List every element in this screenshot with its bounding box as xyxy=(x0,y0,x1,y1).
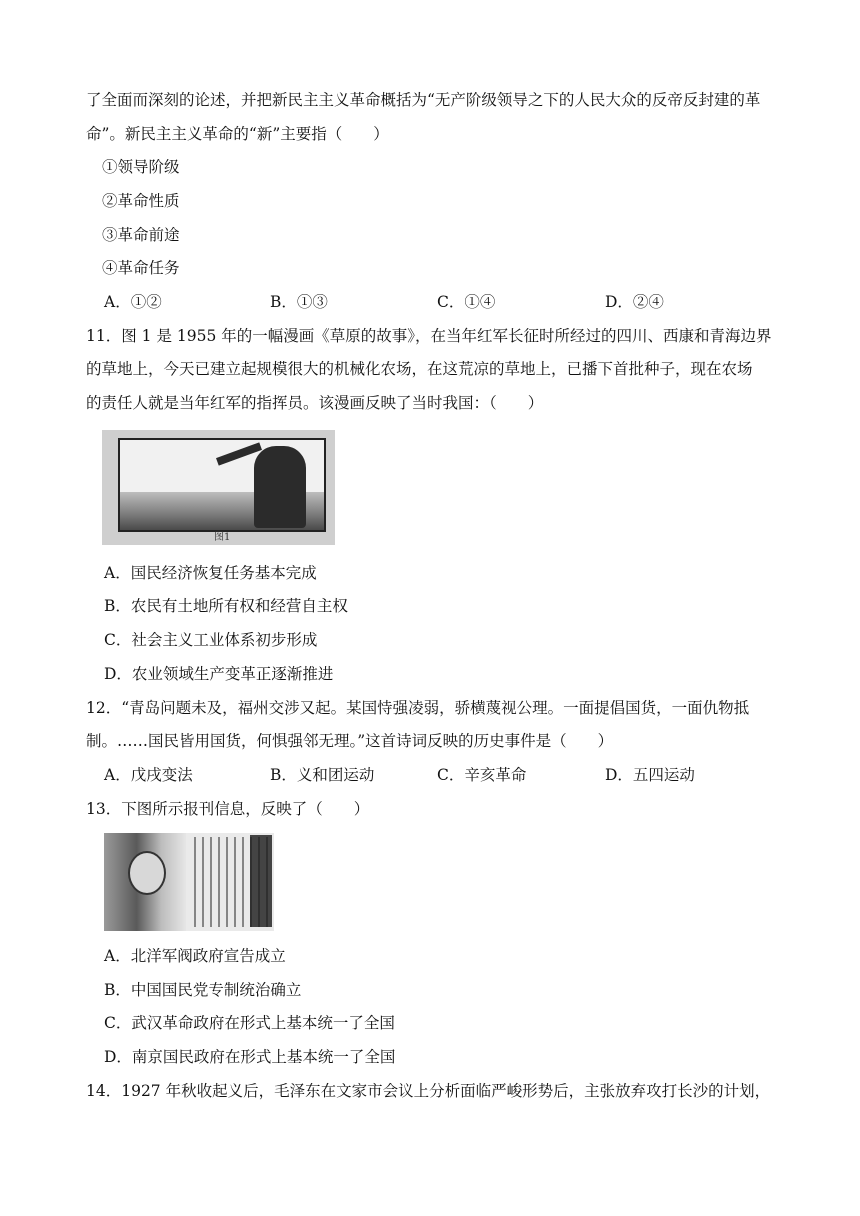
figure-caption: 图1 xyxy=(214,532,231,543)
q13-option-a[interactable]: A．北洋军阀政府宣告成立 xyxy=(104,947,286,965)
newspaper-headline-block xyxy=(250,835,272,927)
q14-text-line-1: 14．1927 年秋收起义后，毛泽东在文家市会议上分析面临严峻形势后，主张放弃攻打长沙的计划， xyxy=(86,1082,771,1100)
cartoon-figure-image xyxy=(102,430,335,545)
q12-option-a[interactable]: A．戊戌变法 xyxy=(104,766,193,784)
q10-option-d[interactable]: D．②④ xyxy=(605,293,664,311)
portrait-photo xyxy=(104,833,186,931)
q10-option-c[interactable]: C．①④ xyxy=(437,293,496,311)
q12-option-c[interactable]: C．辛亥革命 xyxy=(437,766,527,784)
q11-option-d[interactable]: D．农业领域生产变革正逐渐推进 xyxy=(104,665,334,683)
q11-text-line-2: 的草地上，今天已建立起规模很大的机械化农场，在这荒凉的草地上，已播下首批种子，现在农场 xyxy=(86,360,753,378)
q11-text-line-1: 11．图 1 是 1955 年的一幅漫画《草原的故事》，在当年红军长征时所经过的四川、西康和青海边界 xyxy=(86,327,772,345)
q10-option-a[interactable]: A．①② xyxy=(104,293,162,311)
q10-item-1: ①领导阶级 xyxy=(102,158,180,176)
q12-option-d[interactable]: D．五四运动 xyxy=(605,766,695,784)
q12-text-line-2: 制。……国民皆用国货，何惧强邻无理。”这首诗词反映的历史事件是（ ） xyxy=(86,732,614,750)
q10-item-2: ②革命性质 xyxy=(102,192,180,210)
q11-option-b[interactable]: B．农民有土地所有权和经营自主权 xyxy=(104,597,348,615)
q13-option-c[interactable]: C．武汉革命政府在形式上基本统一了全国 xyxy=(104,1014,395,1032)
q10-item-4: ④革命任务 xyxy=(102,259,180,277)
q13-option-b[interactable]: B．中国国民党专制统治确立 xyxy=(104,981,302,999)
q12-option-b[interactable]: B．义和团运动 xyxy=(270,766,375,784)
cartoon-frame xyxy=(118,438,326,532)
figures-illustration xyxy=(254,446,306,528)
q11-option-a[interactable]: A．国民经济恢复任务基本完成 xyxy=(104,564,317,582)
q10-text-line-1: 了全面而深刻的论述，并把新民主主义革命概括为“无产阶级领导之下的人民大众的反帝反封建的革 xyxy=(86,91,761,109)
q12-text-line-1: 12．“青岛问题未及，福州交涉又起。某国恃强凌弱，骄横蔑视公理。一面提倡国货，一面仇物抵 xyxy=(86,699,750,717)
q13-option-d[interactable]: D．南京国民政府在形式上基本统一了全国 xyxy=(104,1048,396,1066)
q10-item-3: ③革命前途 xyxy=(102,226,180,244)
portrait-head xyxy=(128,851,166,895)
q10-option-b[interactable]: B．①③ xyxy=(270,293,328,311)
q13-text-line-1: 13．下图所示报刊信息，反映了（ ） xyxy=(86,800,370,818)
newspaper-clipping-image xyxy=(104,833,274,931)
q11-option-c[interactable]: C．社会主义工业体系初步形成 xyxy=(104,631,318,649)
q10-text-line-2: 命”。新民主主义革命的“新”主要指（ ） xyxy=(86,125,389,143)
q11-text-line-3: 的责任人就是当年红军的指挥员。该漫画反映了当时我国：（ ） xyxy=(86,394,544,412)
